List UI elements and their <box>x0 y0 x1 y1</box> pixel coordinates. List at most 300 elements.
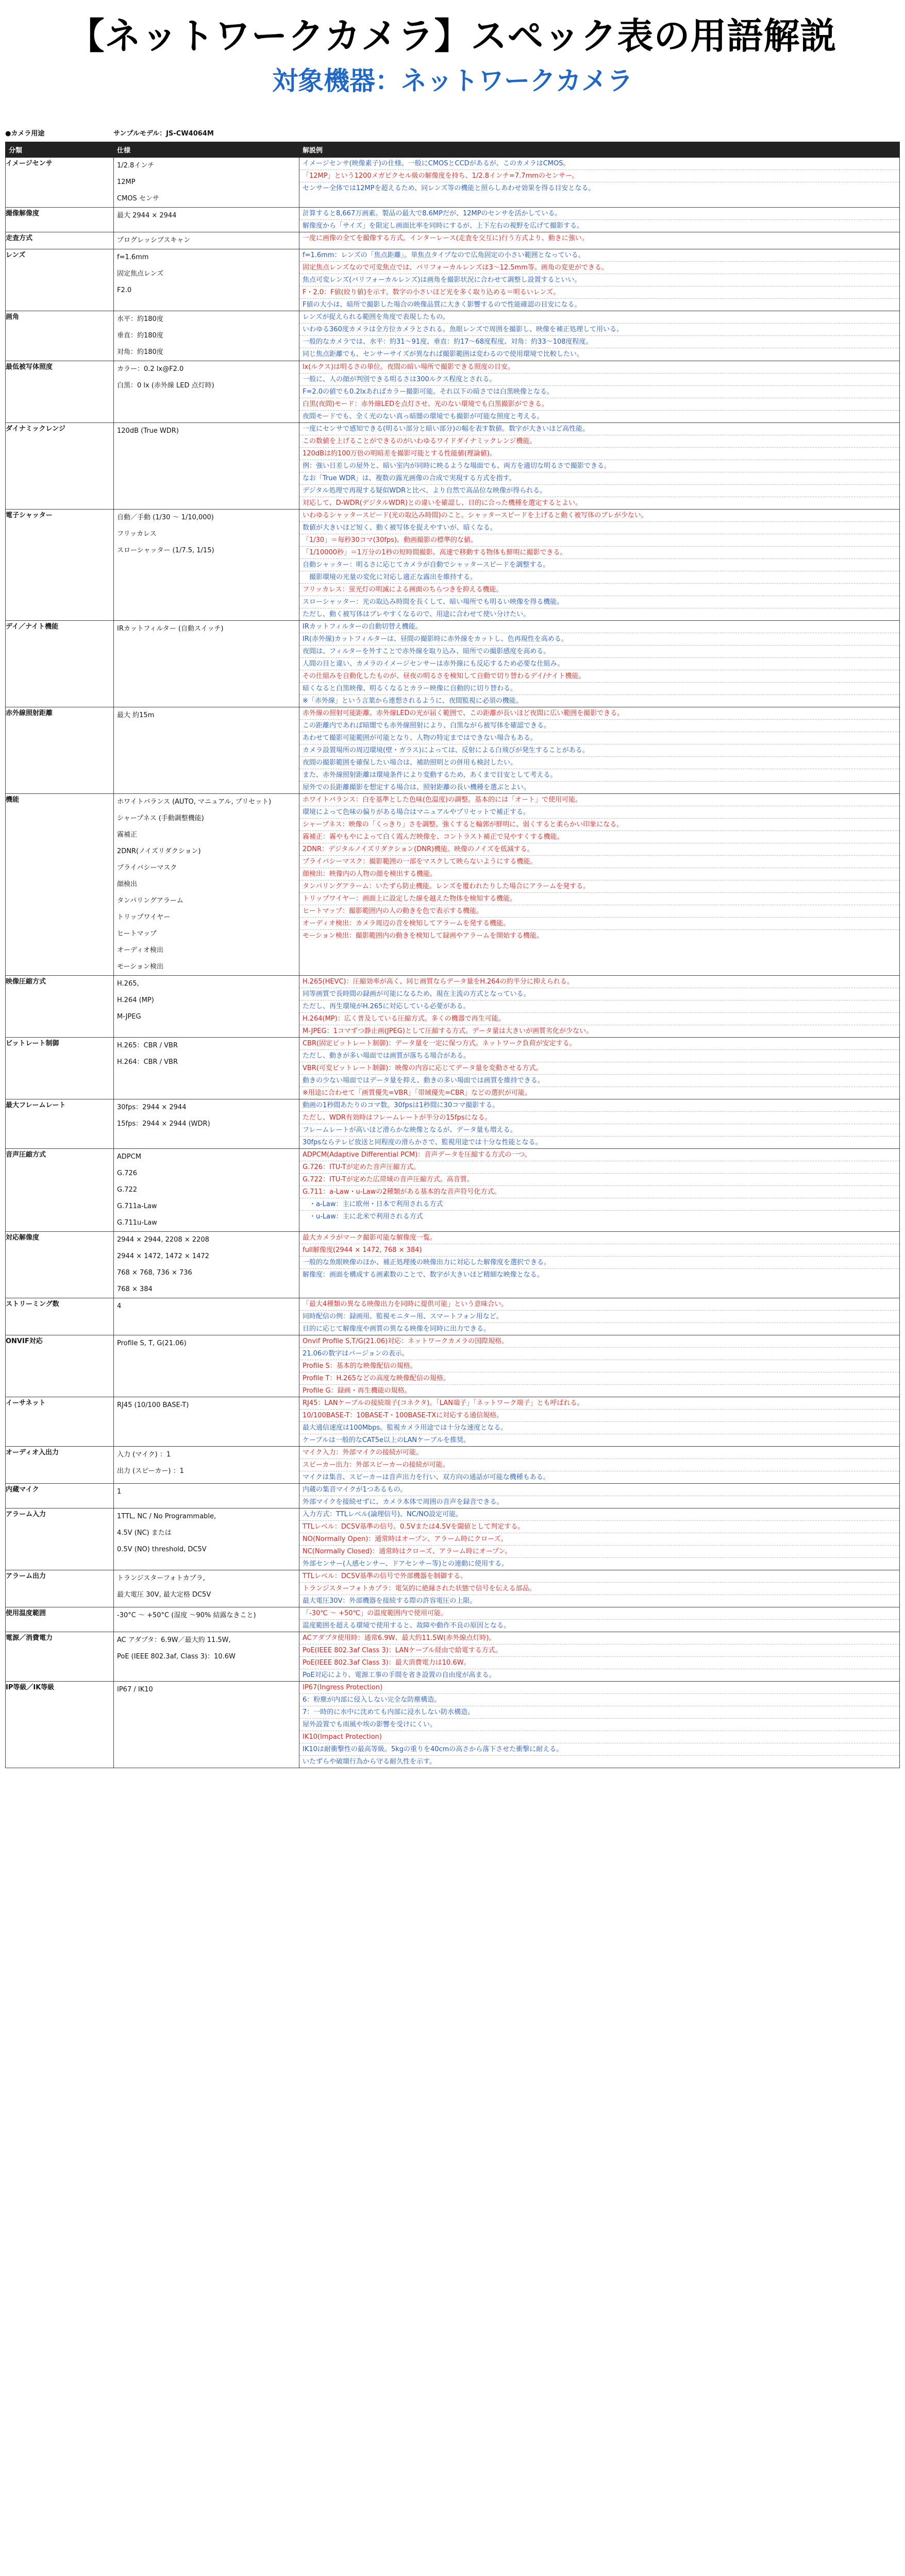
row-specs <box>114 1447 299 1484</box>
description-line: 暗くなると白黒映像、明るくなるとカラー映像に自動的に切り替わる。 <box>299 683 899 695</box>
description-line: 撮影環境の光量の変化に対応し適正な露出を維持する。 <box>299 571 899 584</box>
description-line: 一度に画像の全てを撮像する方式。インターレース(走査を交互に)行う方式より、動きに強い。 <box>303 234 589 242</box>
table-row <box>6 423 900 510</box>
spec-line: IP67 / IK10 <box>117 1686 153 1693</box>
description-line: 一般に、人の顔が判別できる明るさは300ルクス程度とされる。 <box>299 374 899 386</box>
description-line: いわゆる360度カメラは全方位カメラとされる。魚眼レンズで周囲を撮影し、映像を補正処理して用いる。 <box>299 324 899 336</box>
spec-line: 2944 × 2944, 2208 × 2208 <box>117 1236 209 1244</box>
row-specs <box>114 249 299 311</box>
spec-line: トランジスターフォトカプラ, <box>117 1574 205 1582</box>
header <box>0 0 905 108</box>
table-row <box>6 1038 900 1099</box>
description-line: H.264(MP)：広く普及している圧縮方式。多くの機器で再生可能。 <box>299 1013 899 1025</box>
description-line: 「1/10000秒」＝1万分の1秒の短時間撮影。高速で移動する物体も鮮明に撮影できる。 <box>299 547 899 559</box>
row-description <box>299 1038 900 1099</box>
spec-line: 水平：約180度 <box>117 315 163 323</box>
spec-line: 自動／手動 (1/30 ～ 1/10,000) <box>117 514 214 521</box>
table-row <box>6 1149 900 1232</box>
description-line: カメラ設置場所の周辺環境(壁・ガラス)によっては、反射による白飛びが発生することがある。 <box>299 744 899 757</box>
description-line: トランジスターフォトカプラ：電気的に絶縁された状態で信号を伝える部品。 <box>299 1583 899 1595</box>
row-description <box>299 158 900 208</box>
description-line: いたずらや破壊行為から守る耐久性を示す。 <box>303 1758 436 1766</box>
column-header-description: 解説例 <box>299 142 900 158</box>
description-line: 固定焦点レンズなので可変焦点では、バリフォーカルレンズは3～12.5mm等。画角の変更ができる。 <box>299 262 899 274</box>
row-description <box>299 1232 900 1298</box>
row-category: ダイナミックレンジ <box>6 423 114 510</box>
spec-line: モーション検出 <box>117 963 163 971</box>
row-category: 電子シャッター <box>6 510 114 621</box>
row-specs <box>114 1484 299 1509</box>
table-row <box>6 976 900 1038</box>
spec-line: 30fps：2944 × 2944 <box>117 1104 187 1111</box>
description-line: ADPCM(Adaptive Differential PCM)：音声データを圧縮する方式の一つ。 <box>299 1149 899 1161</box>
row-description <box>299 1335 900 1397</box>
spec-line: 顔検出 <box>117 880 138 888</box>
description-line: ただし、再生環境がH.265に対応している必要がある。 <box>299 1001 899 1013</box>
description-line: 焦点可変レンズ(バリフォーカルレンズ)は画角を撮影状況に合わせて調整し設置するといい。 <box>299 274 899 286</box>
description-line: 数値が大きいほど短く、動く被写体を捉えやすいが、暗くなる。 <box>299 522 899 534</box>
description-line: ただし、動きが多い場面では画質が落ちる場合がある。 <box>299 1050 899 1062</box>
row-description <box>299 1397 900 1447</box>
row-specs <box>114 1509 299 1570</box>
row-description <box>299 1298 900 1335</box>
page-title: 【ネットワークカメラ】スペック表の用語解説 <box>68 15 837 57</box>
description-line: lx(ルクス)は明るさの単位。夜間の暗い場所で撮影できる照度の目安。 <box>299 361 899 374</box>
row-specs <box>114 1232 299 1298</box>
row-category: 電源／消費電力 <box>6 1632 114 1682</box>
description-line: 一般的なカメラでは、水平：約31～91度、垂直：約17～68度程度、対角：約33～108度程度。 <box>299 336 899 348</box>
spec-line: ホワイトバランス (AUTO, マニュアル, プリセット) <box>117 798 272 806</box>
row-description <box>299 1509 900 1570</box>
row-specs <box>114 423 299 510</box>
description-line: 霧補正：霧やもやによって白く霞んだ映像を、コントラスト補正で見やすくする機能。 <box>299 831 899 843</box>
description-line: ただし、動く被写体はブレやすくなるので、用途に合わせて使い分けたい。 <box>303 611 530 618</box>
row-specs <box>114 311 299 361</box>
row-description <box>299 311 900 361</box>
spec-line: H.264：CBR / VBR <box>117 1058 178 1066</box>
row-description <box>299 1149 900 1232</box>
description-line: IR(赤外線)カットフィルターは、昼間の撮影時に赤外線をカットし、色再現性を高める。 <box>299 633 899 646</box>
row-description <box>299 1682 900 1768</box>
table-row <box>6 510 900 621</box>
spec-table <box>5 142 900 1768</box>
description-line: F=2.0の値でも0.2lxあればカラー撮影可能。それ以下の暗さでは白黒映像となる。 <box>299 386 899 398</box>
row-specs <box>114 1149 299 1232</box>
description-line: ・u-Law：主に北米で利用される方式 <box>303 1213 423 1221</box>
row-specs <box>114 1570 299 1607</box>
row-specs <box>114 1298 299 1335</box>
description-line: 目的に応じて解像度や画質の異なる映像を同時に出力できる。 <box>303 1325 491 1333</box>
table-row <box>6 1607 900 1632</box>
spec-line: Profile S, T, G(21.06) <box>117 1340 187 1347</box>
description-line: PoE対応により、電源工事の手間を省き設置の自由度が高まる。 <box>303 1671 496 1679</box>
description-line: H.265(HEVC)：圧縮効率が高く、同じ画質ならデータ量をH.264の約半分に抑えられる。 <box>299 976 899 988</box>
description-line: プライバシーマスク：撮影範囲の一部をマスクして映らないようにする機能。 <box>299 856 899 868</box>
description-line: G.722：ITU-Tが定めた広帯域の音声圧縮方式。高音質。 <box>299 1174 899 1186</box>
row-category: イメージセンサ <box>6 158 114 208</box>
row-specs <box>114 1335 299 1397</box>
row-specs <box>114 1632 299 1682</box>
row-description <box>299 794 900 976</box>
table-row <box>6 1682 900 1768</box>
table-row <box>6 1484 900 1509</box>
row-category: デイ／ナイト機能 <box>6 621 114 707</box>
row-category: 最大フレームレート <box>6 1099 114 1149</box>
row-description <box>299 1099 900 1149</box>
row-category: オーディオ入出力 <box>6 1447 114 1484</box>
description-line: 温度範囲を超える環境で使用すると、故障や動作不良の原因となる。 <box>303 1622 511 1630</box>
description-line: 「12MP」という1200メガピクセル級の解像度を持ち、1/2.8インチ=7.7mmのセンサー。 <box>299 170 899 182</box>
description-line: その仕組みを自動化したものが、昼夜の明るさを検知して自動で切り替わるデイ/ナイト機能。 <box>299 670 899 683</box>
description-line: 対応して、D-WDR(デジタルWDR)との違いを確認し、目的に合った機種を選定するとよい。 <box>303 499 582 507</box>
spec-line: 出力 (スピーカー) ：1 <box>117 1467 184 1475</box>
description-line: IK10は耐衝撃性の最高等級。5kgの重りを40cmの高さから落下させた衝撃に耐える。 <box>299 1743 899 1756</box>
description-line: シャープネス：映像の「くっきり」さを調整。強くすると輪郭が鮮明に、弱くすると柔らかい印象になる。 <box>299 819 899 831</box>
spec-line: フリッカレス <box>117 530 157 538</box>
row-description <box>299 232 900 249</box>
row-specs <box>114 1397 299 1447</box>
row-specs <box>114 158 299 208</box>
row-description <box>299 1632 900 1682</box>
description-line: フリッカレス：蛍光灯の明滅による画面のちらつきを抑える機能。 <box>299 584 899 596</box>
description-line: TTLレベル：DC5V基準の信号。0.5Vまたは4.5Vを閾値として判定する。 <box>299 1521 899 1533</box>
spec-line: 1/2.8インチ <box>117 162 155 170</box>
description-line: スピーカー出力：外部スピーカーの接続が可能。 <box>299 1459 899 1471</box>
row-category: 画角 <box>6 311 114 361</box>
description-line: スローシャッター：光の取込み時間を長くして、暗い場所でも明るい映像を得る機能。 <box>299 596 899 608</box>
description-line: Profile G：録画・再生機能の規格。 <box>303 1387 411 1395</box>
spec-line: 霧補正 <box>117 831 138 839</box>
table-row <box>6 158 900 208</box>
row-specs <box>114 976 299 1038</box>
description-line: 6：粉塵が内部に侵入しない完全な防塵構造。 <box>299 1694 899 1706</box>
description-line: full解像度(2944 × 1472, 768 × 384) <box>299 1244 899 1257</box>
description-line: ・a-Law：主に欧州・日本で利用される方式 <box>299 1198 899 1211</box>
spec-line: 最大電圧 30V, 最大定格 DC5V <box>117 1591 211 1599</box>
description-line: あわせて撮影可能範囲が可能となり、人物の特定まではできない場合もある。 <box>299 732 899 744</box>
description-line: デジタル処理で再現する疑似WDRと比べ、より自然で高品位な映像が得られる。 <box>299 485 899 497</box>
spec-line: 15fps：2944 × 2944 (WDR) <box>117 1120 210 1128</box>
description-line: F値の大小は、暗所で撮影した場合の映像品質に大きく影響するので性能確認の目安になる。 <box>303 301 581 309</box>
description-line: 解像度から「サイズ」を限定し画面比率を同時にするが、上下左右の視野を広げて撮影する。 <box>303 222 583 230</box>
description-line: イメージセンサ(映像素子)の仕様。一般にCMOSとCCDがあるが、このカメラはCMOS。 <box>299 158 899 170</box>
description-line: 同じ焦点距離でも、センサーサイズが異なれば撮影範囲は変わるので使用環境で比較したい。 <box>303 350 583 358</box>
spec-line: 対角：約180度 <box>117 348 163 356</box>
row-category: アラーム入力 <box>6 1509 114 1570</box>
table-row <box>6 1509 900 1570</box>
description-line: 一般的な魚眼映像のほか、補正処理後の映像出力に対応した解像度を選択できる。 <box>299 1257 899 1269</box>
description-line: IP67(Ingress Protection) <box>299 1682 899 1694</box>
row-specs <box>114 1099 299 1149</box>
spec-line: H.265：CBR / VBR <box>117 1042 178 1049</box>
row-category: 撮像解像度 <box>6 208 114 232</box>
spec-line: f=1.6mm <box>117 253 149 261</box>
row-description <box>299 510 900 621</box>
spec-line: プライバシーマスク <box>117 864 177 872</box>
description-line: 夜間モードでも、全く光のない真っ暗闇の環境でも撮影が可能な照度と考える。 <box>303 413 544 420</box>
spec-line: プログレッシブスキャン <box>117 236 191 244</box>
spec-line: 固定焦点レンズ <box>117 270 164 278</box>
row-category: ONVIF対応 <box>6 1335 114 1397</box>
description-line: 例：強い日差しの屋外と、暗い室内が同時に映るような場面でも、両方を適切な明るさで撮影できる。 <box>299 460 899 472</box>
description-line: NC(Normally Closed)：通常時はクローズ、アラーム時にオープン。 <box>299 1546 899 1558</box>
description-line: 動画の1秒間あたりのコマ数。30fpsは1秒間に30コマ撮影する。 <box>299 1099 899 1112</box>
description-line: 同等画質で長時間の録画が可能になるため、現在主流の方式となっている。 <box>299 988 899 1001</box>
description-line: ケーブルは一般的なCAT5e以上のLANケーブルを推奨。 <box>303 1436 470 1444</box>
spec-line: タンパリングアラーム <box>117 897 183 905</box>
row-specs <box>114 1038 299 1099</box>
description-line: PoE(IEEE 802.3af Class 3)：最大消費電力は10.6W。 <box>299 1657 899 1669</box>
description-line: 7：一時的に水中に沈めても内部に浸水しない防水構造。 <box>299 1706 899 1719</box>
description-line: モーション検出：撮影範囲内の動きを検知して録画やアラームを開始する機能。 <box>303 932 543 940</box>
description-line: 21.06の数字はバージョンの表示。 <box>299 1348 899 1360</box>
description-line: 120dBは約100万倍の明暗差を撮影可能とする性能値(理論値)。 <box>299 448 899 460</box>
row-category: ストリーミング数 <box>6 1298 114 1335</box>
spec-line: ヒートマップ <box>117 930 157 938</box>
column-header-category: 分類 <box>6 142 114 158</box>
description-line: センサー全体では12MPを超えるため、同レンズ等の機能と照らしあわせ効果を得る目安となる。 <box>303 184 595 192</box>
description-line: IRカットフィルターの自動切替え機能。 <box>299 621 899 633</box>
description-line: Profile T：H.265などの高度な映像配信の規格。 <box>299 1372 899 1385</box>
spec-line: 120dB (True WDR) <box>117 427 179 435</box>
row-category: 赤外線照射距離 <box>6 707 114 794</box>
description-line: G.711：a-Law・u-Lawの2種類がある基本的な音声符号化方式。 <box>299 1186 899 1198</box>
row-description <box>299 1484 900 1509</box>
row-description <box>299 976 900 1038</box>
description-line: ※「赤外線」という言葉から連想されるように、夜間監視に必須の機能。 <box>303 697 523 705</box>
description-line: CBR(固定ビットレート制御)：データ量を一定に保つ方式。ネットワーク負荷が安定する。 <box>299 1038 899 1050</box>
table-header-row <box>6 142 900 158</box>
spec-line: 4.5V (NC) または <box>117 1529 172 1537</box>
description-line: フレームレートが高いほど滑らかな映像となるが、データ量も増える。 <box>299 1124 899 1137</box>
description-line: 白黒(夜間)モード：赤外線LEDを点灯させ、光のない環境でも白黒撮影ができる。 <box>299 398 899 411</box>
spec-line: -30°C ～ +50°C (湿度 ～90% 結露なきこと) <box>117 1612 256 1619</box>
description-line: 屋外での長距離撮影を想定する場合は、照射距離の長い機種を選ぶとよい。 <box>303 784 531 791</box>
spec-line: 入力 (マイク) ：1 <box>117 1451 171 1459</box>
column-header-spec: 仕様 <box>114 142 299 158</box>
description-line: 内蔵の集音マイクが1つあるもの。 <box>299 1484 899 1496</box>
table-row <box>6 1570 900 1607</box>
description-line: M-JPEG：1コマずつ静止画(JPEG)として圧縮する方式。データ量は大きいが画質劣化が少ない。 <box>303 1027 593 1035</box>
row-description <box>299 707 900 794</box>
row-description <box>299 1570 900 1607</box>
row-category: 映像圧縮方式 <box>6 976 114 1038</box>
description-line: 夜間は、フィルターを外すことで赤外線を取り込み、暗所での撮影感度を高める。 <box>299 646 899 658</box>
table-row <box>6 1298 900 1335</box>
description-line: 人間の目と違い、カメラのイメージセンサーは赤外線にも反応するため必要な仕組み。 <box>299 658 899 670</box>
description-line: 一度にセンサで感知できる(明るい部分と暗い部分)の幅を表す数値。数字が大きいほど高性能。 <box>299 423 899 435</box>
description-line: 屋外設置でも雨風や埃の影響を受けにくい。 <box>299 1719 899 1731</box>
row-category: レンズ <box>6 249 114 311</box>
description-line: 自動シャッター：明るさに応じてカメラが自動でシャッタースピードを調整する。 <box>299 559 899 571</box>
description-line: 夜間の撮影範囲を確保したい場合は、補助照明との併用も検討したい。 <box>299 757 899 769</box>
table-row <box>6 1632 900 1682</box>
description-line: G.726：ITU-Tが定めた音声圧縮方式。 <box>299 1161 899 1174</box>
spec-line: スローシャッター (1/7.5, 1/15) <box>117 547 214 554</box>
spec-line: シャープネス (手動調整機能) <box>117 815 204 822</box>
meta-value: サンプルモデル：JS-CW4064M <box>113 130 214 138</box>
row-description <box>299 621 900 707</box>
row-specs <box>114 707 299 794</box>
table-row <box>6 794 900 976</box>
spec-line: 0.5V (NO) threshold, DC5V <box>117 1546 207 1553</box>
description-line: なお「True WDR」は、複数の露光画像の合成で実現する方式を指す。 <box>299 472 899 485</box>
spec-line: IRカットフィルター (自動スイッチ) <box>117 625 224 633</box>
spec-line: F2.0 <box>117 286 132 294</box>
meta-row <box>5 128 900 138</box>
description-line: レンズが捉えられる範囲を角度で表現したもの。 <box>299 311 899 324</box>
description-line: オーディオ検出：カメラ周辺の音を検知してアラームを発する機能。 <box>299 918 899 930</box>
description-line: 「-30℃ ～ +50℃」の温度範囲内で使用可能。 <box>299 1607 899 1620</box>
row-category: イーサネット <box>6 1397 114 1447</box>
spec-line: PoE (IEEE 802.3af, Class 3)：10.6W <box>117 1653 236 1660</box>
description-line: 2DNR：デジタルノイズリダクション(DNR)機能。映像のノイズを低減する。 <box>299 843 899 856</box>
row-description <box>299 1447 900 1484</box>
description-line: トリップワイヤー：画面上に設定した線を越えた物体を検知する機能。 <box>299 893 899 905</box>
description-line: Onvif Profile S,T/G(21.06)対応：ネットワークカメラの国際規格。 <box>299 1335 899 1348</box>
row-specs <box>114 208 299 232</box>
spec-line: トリップワイヤー <box>117 913 171 921</box>
description-line: f=1.6mm：レンズの「焦点距離」。単焦点タイプなので広角固定の小さい範囲となっている。 <box>299 249 899 262</box>
description-line: PoE(IEEE 802.3af Class 3)：LANケーブル経由で給電する方式。 <box>299 1645 899 1657</box>
description-line: 同時配信の例：録画用、監視モニター用、スマートフォン用など。 <box>299 1311 899 1323</box>
description-line: 「1/30」＝毎秒30コマ(30fps)。動画撮影の標準的な値。 <box>299 534 899 547</box>
bottom-spacer <box>0 1768 905 1799</box>
description-line: 動きの少ない場面ではデータ量を抑え、動きの多い場面では画質を維持できる。 <box>299 1075 899 1087</box>
table-row <box>6 1335 900 1397</box>
spec-line: 白黒：0 lx (赤外線 LED 点灯時) <box>117 382 214 389</box>
spec-line: 768 × 768, 736 × 736 <box>117 1269 192 1277</box>
description-line: 最大カメラがマーク撮影可能な解像度一覧。 <box>299 1232 899 1244</box>
row-category: 使用温度範囲 <box>6 1607 114 1632</box>
table-row <box>6 1397 900 1447</box>
table-row <box>6 249 900 311</box>
spec-line: H.265, <box>117 980 139 988</box>
spec-line: オーディオ検出 <box>117 946 163 954</box>
description-line: ホワイトバランス：白を基準とした色味(色温度)の調整。基本的には「オート」で使用可能。 <box>299 794 899 806</box>
table-row <box>6 707 900 794</box>
description-line: NO(Normally Open)：通常時はオープン、アラーム時にクローズ。 <box>299 1533 899 1546</box>
description-line: 10/100BASE-T：10BASE-T・100BASE-TXに対応する通信規格。 <box>299 1410 899 1422</box>
description-line: また、赤外線照射距離は環境条件により変動するため、あくまで目安として考える。 <box>299 769 899 782</box>
row-specs <box>114 1607 299 1632</box>
description-line: ※用途に合わせて「画質優先=VBR」「帯域優先=CBR」などの選択が可能。 <box>303 1089 532 1097</box>
description-line: マイク入力：外部マイクの接続が可能。 <box>299 1447 899 1459</box>
row-description <box>299 208 900 232</box>
row-category: 音声圧縮方式 <box>6 1149 114 1232</box>
row-specs <box>114 510 299 621</box>
spec-line: G.726 <box>117 1170 138 1177</box>
spec-line: ADPCM <box>117 1153 142 1161</box>
spec-line: 最大 2944 × 2944 <box>117 212 177 219</box>
spec-line: G.722 <box>117 1186 138 1194</box>
row-description <box>299 423 900 510</box>
spec-line: M-JPEG <box>117 1013 141 1021</box>
description-line: VBR(可変ビットレート制御)：映像の内容に応じてデータ量を変動させる方式。 <box>299 1062 899 1075</box>
row-description <box>299 1607 900 1632</box>
spec-line: 768 × 384 <box>117 1285 153 1293</box>
spec-line: 12MP <box>117 178 136 186</box>
description-line: Profile S：基本的な映像配信の規格。 <box>299 1360 899 1372</box>
description-line: RJ45：LANケーブルの接続端子(コネクタ)。「LAN端子」「ネットワーク端子」とも呼ばれる。 <box>299 1397 899 1410</box>
spec-line: 垂直：約180度 <box>117 332 163 340</box>
table-row <box>6 621 900 707</box>
description-line: 「最大4種類の異なる映像出力を同時に提供可能」という意味合い。 <box>299 1298 899 1311</box>
description-line: 赤外線の照射可能距離。赤外線LEDの光が届く範囲で、この距離が長いほど夜間に広い範囲を撮影できる。 <box>299 707 899 720</box>
description-line: 解像度：画面を構成する画素数のことで、数字が大きいほど精細な映像となる。 <box>303 1271 544 1279</box>
row-category: 最低被写体照度 <box>6 361 114 423</box>
row-specs <box>114 232 299 249</box>
description-line: 外部マイクを接続せずに、カメラ本体で周囲の音声を録音できる。 <box>303 1498 504 1506</box>
page-subtitle: 対象機器：ネットワークカメラ <box>272 66 633 96</box>
description-line: IK10(Impact Protection) <box>299 1731 899 1743</box>
description-line: いわゆるシャッタースピード(光の取込み時間)のこと。シャッタースピードを上げると動く被写体のブレが少ない。 <box>299 510 899 522</box>
description-line: この数値を上げることができるのがいわゆるワイドダイナミックレンジ機能。 <box>299 435 899 448</box>
spec-line: 2DNR(ノイズリダクション) <box>117 848 201 855</box>
table-row <box>6 208 900 232</box>
description-line: F・2.0：F値(絞り値)を示す。数字の小さいほど光を多く取り込める＝明るいレンズ。 <box>299 286 899 299</box>
row-specs <box>114 1682 299 1768</box>
row-description <box>299 249 900 311</box>
row-category: IP等級／IK等級 <box>6 1682 114 1768</box>
row-category: アラーム出力 <box>6 1570 114 1607</box>
spec-line: H.264 (MP) <box>117 996 154 1004</box>
row-description <box>299 361 900 423</box>
table-row <box>6 311 900 361</box>
row-category: 内蔵マイク <box>6 1484 114 1509</box>
spec-line: 1TTL, NC / No Programmable, <box>117 1513 216 1520</box>
description-line: 計算すると8,667万画素。製品の最大で8.6MPだが、12MPのセンサを活かしている。 <box>299 208 899 220</box>
row-category: 走査方式 <box>6 232 114 249</box>
row-specs <box>114 621 299 707</box>
description-line: ヒートマップ：撮影範囲内の人の動きを色で表示する機能。 <box>299 905 899 918</box>
description-line: TTLレベル：DC5V基準の信号で外部機器を制御する。 <box>299 1570 899 1583</box>
row-category: 機能 <box>6 794 114 976</box>
description-line: 入力方式：TTLレベル(論理信号)、NC/NO設定可能。 <box>299 1509 899 1521</box>
table-row <box>6 1099 900 1149</box>
description-line: 30fpsならテレビ放送と同程度の滑らかさで、監視用途では十分な性能となる。 <box>303 1139 542 1146</box>
spec-line: CMOS センサ <box>117 195 159 202</box>
spec-line: RJ45 (10/100 BASE-T) <box>117 1401 189 1409</box>
spec-line: G.711a-Law <box>117 1202 157 1210</box>
row-category: 対応解像度 <box>6 1232 114 1298</box>
spec-line: AC アダプタ：6.9W／最大約 11.5W, <box>117 1636 231 1644</box>
description-line: 顔検出：映像内の人物の顔を検出する機能。 <box>299 868 899 880</box>
description-line: 環境によって色味の偏りがある場合はマニュアルやプリセットで補正する。 <box>299 806 899 819</box>
description-line: ACアダプタ使用時：通常6.9W、最大約11.5W(赤外線点灯時)。 <box>299 1632 899 1645</box>
table-body <box>6 158 900 1768</box>
spec-line: 最大 約15m <box>117 711 155 719</box>
description-line: 外部センサー(人感センサー、ドアセンサー等)との連動に使用する。 <box>303 1560 509 1568</box>
description-line: 最大電圧30V：外部機器を接続する際の許容電圧の上限。 <box>303 1597 477 1605</box>
table-row <box>6 361 900 423</box>
description-line: この距離内であれば暗闇でも赤外線照射により、白黒ながら被写体を確認できる。 <box>299 720 899 732</box>
spec-line: G.711u-Law <box>117 1219 157 1227</box>
table-row <box>6 1232 900 1298</box>
spec-line: 1 <box>117 1488 122 1496</box>
table-row <box>6 1447 900 1484</box>
description-line: マイクは集音、スピーカーは音声出力を行い、双方向の通話が可能な機種もある。 <box>303 1473 550 1481</box>
spec-line: 2944 × 1472, 1472 × 1472 <box>117 1252 209 1260</box>
spec-line: カラー：0.2 lx@F2.0 <box>117 365 184 373</box>
row-specs <box>114 794 299 976</box>
description-line: 最大通信速度は100Mbps。監視カメラ用途では十分な速度となる。 <box>299 1422 899 1434</box>
meta-label: ●カメラ用途 <box>5 130 45 138</box>
description-line: タンパリングアラーム：いたずら防止機能。レンズを覆われたりした場合にアラームを発する。 <box>299 880 899 893</box>
description-line: ただし、WDR有効時はフレームレートが半分の15fpsになる。 <box>299 1112 899 1124</box>
row-specs <box>114 361 299 423</box>
table-row <box>6 232 900 249</box>
